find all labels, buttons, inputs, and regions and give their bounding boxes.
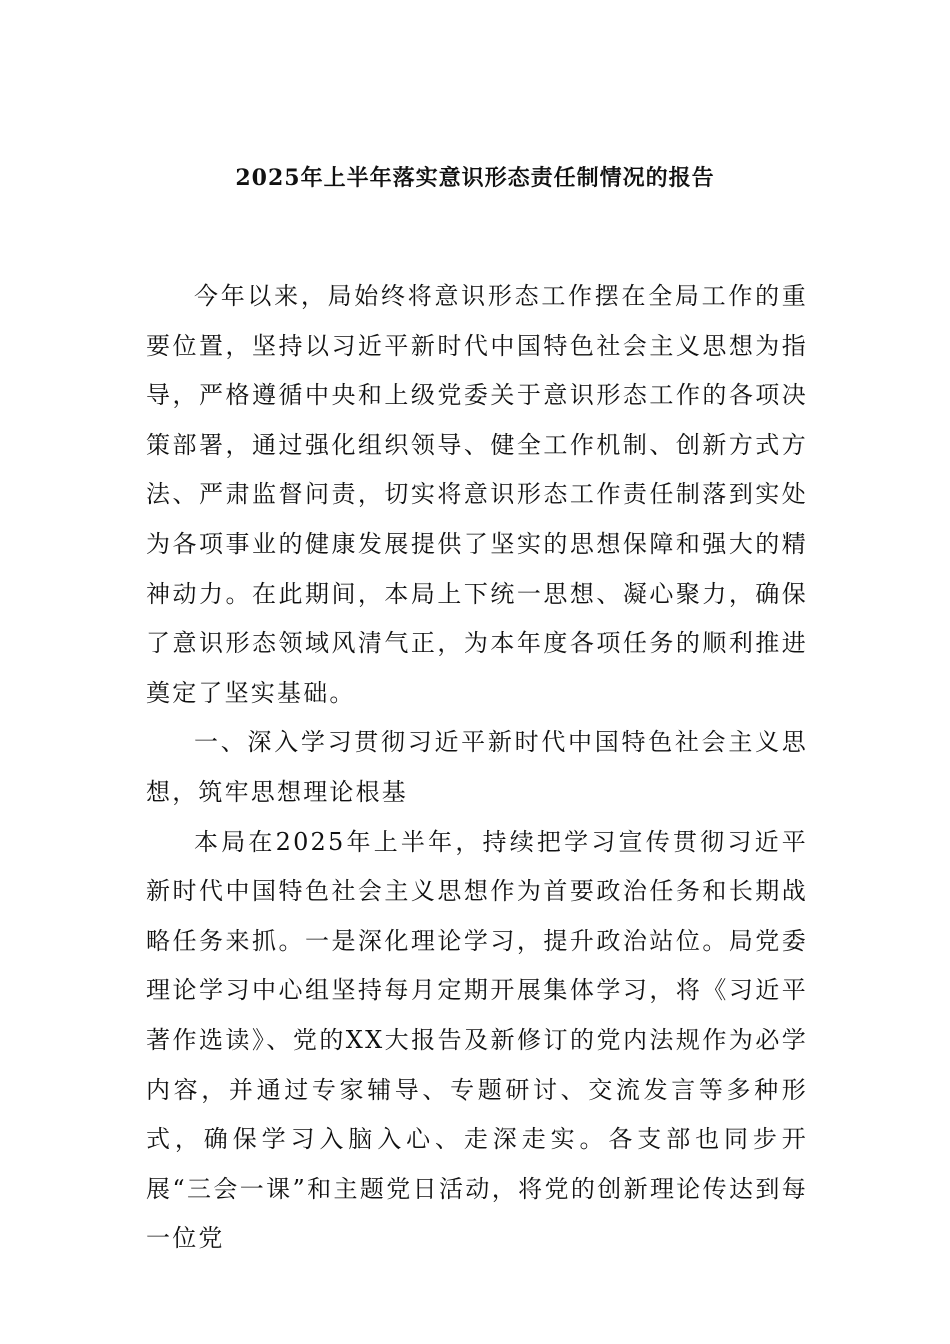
document-body bbox=[146, 272, 808, 1264]
section-1-paragraph: 本局在2025年上半年，持续把学习宣传贯彻习近平新时代中国特色社会主义思想作为首要政治任务和长期战略任务来抓。一是深化理论学习，提升政治站位。局党委理论学习中心组坚持每月定期开展集体学习，将《习近平著作选读》、党的XX大报告及新修订的党内法规作为必学内容，并通过专家辅导、专题研讨、交流发言等多种形式，确保学习入脑入心、走深走实。各支部也同步开展“三会一课”和主题党日活动，将党的创新理论传达到每一位党 bbox=[146, 827, 808, 1253]
document-title: 2025年上半年落实意识形态责任制情况的报告 bbox=[235, 165, 715, 191]
intro-paragraph: 今年以来，局始终将意识形态工作摆在全局工作的重要位置，坚持以习近平新时代中国特色社会主义思想为指导，严格遵循中央和上级党委关于意识形态工作的各项决策部署，通过强化组织领导、健全工作机制、创新方式方法、严肃监督问责，切实将意识形态工作责任制落到实处为各项事业的健康发展提供了坚实的思想保障和强大的精神动力。在此期间，本局上下统一思想、凝心聚力，确保了意识形态领域风清气正，为本年度各项任务的顺利推进奠定了坚实基础。 bbox=[146, 282, 808, 707]
section-heading-1: 一、深入学习贯彻习近平新时代中国特色社会主义思想，筑牢思想理论根基 bbox=[146, 728, 808, 806]
